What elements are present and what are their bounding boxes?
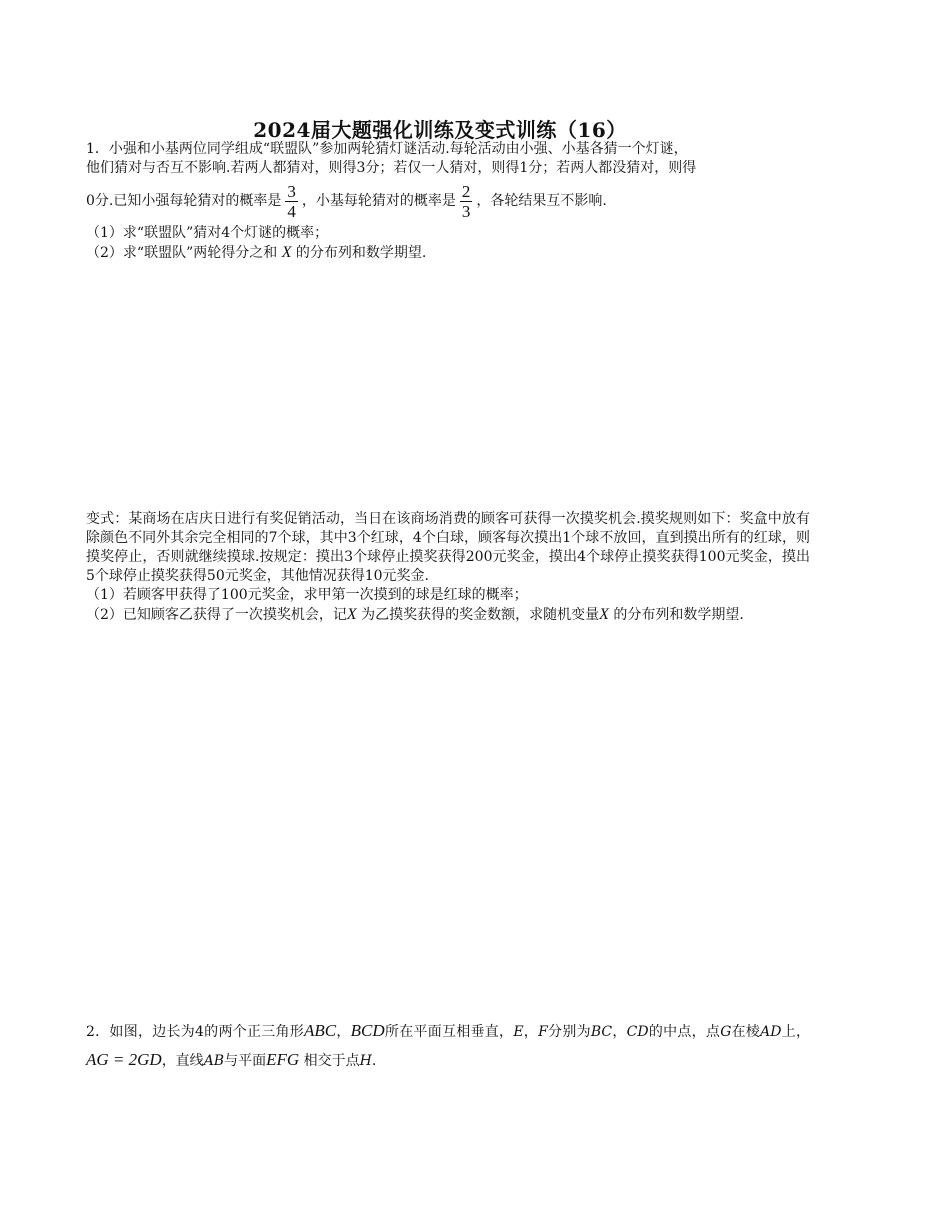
q2-text-7: 的中点，点 bbox=[648, 1024, 721, 1040]
q2-text-8: 在棱 bbox=[731, 1024, 761, 1040]
q1-sub-2 bbox=[86, 243, 810, 263]
q1-line-3-text-c: ，各轮结果互不影响. bbox=[476, 193, 607, 209]
q2-text-4: ， bbox=[523, 1024, 539, 1040]
label-ab: AB bbox=[203, 1053, 225, 1069]
variant-sub-2-text-b: 为乙摸奖获得的奖金数额，求随机变量 bbox=[361, 607, 600, 623]
q2-text-5: 分别为 bbox=[547, 1024, 591, 1040]
label-bc: BC bbox=[590, 1024, 613, 1040]
q1-sub-2-text-a: （2）求“联盟队”两轮得分之和 bbox=[86, 245, 278, 261]
math-var-x: X bbox=[599, 606, 609, 623]
q2-text-13: . bbox=[371, 1053, 377, 1069]
label-f: F bbox=[538, 1024, 548, 1040]
label-ad: AD bbox=[760, 1024, 782, 1040]
fraction-numerator: 2 bbox=[461, 181, 471, 201]
question-1 bbox=[86, 140, 810, 263]
q2-text-9: 上， bbox=[781, 1024, 811, 1040]
q1-line-3-text-b: ，小基每轮猜对的概率是 bbox=[301, 193, 456, 209]
q1-sub-1: （1）求“联盟队”猜对4个灯谜的概率； bbox=[86, 225, 329, 241]
q1-line-2: 他们猜对与否互不影响.若两人都猜对，则得3分；若仅一人猜对，则得1分；若两人都没猜对，则得 bbox=[86, 160, 697, 176]
q1-line-3 bbox=[86, 178, 810, 224]
fraction-denominator: 3 bbox=[461, 201, 471, 221]
variant-sub-2-text-c: 的分布列和数学期望. bbox=[613, 607, 744, 623]
label-h: H bbox=[359, 1053, 372, 1069]
math-var-x: X bbox=[281, 244, 292, 261]
variant-sub-2-text-a: （2）已知顾客乙获得了一次摸奖机会，记 bbox=[86, 607, 347, 623]
q2-text-3: 所在平面互相垂直， bbox=[384, 1024, 514, 1040]
fraction-two-thirds bbox=[460, 182, 473, 221]
q2-text-1: 2．如图，边长为4的两个正三角形 bbox=[86, 1024, 305, 1040]
math-var-x: X bbox=[346, 606, 357, 623]
q1-line-3-text-a: 0分.已知小强每轮猜对的概率是 bbox=[86, 193, 282, 209]
q2-text-6: ， bbox=[612, 1024, 627, 1040]
variant-sub-1: （1）若顾客甲获得了100元奖金，求甲第一次摸到的球是红球的概率； bbox=[86, 587, 528, 603]
variant-question bbox=[86, 510, 810, 625]
math-triangle-abc: ABC bbox=[304, 1021, 337, 1040]
math-triangle-bcd: BCD bbox=[350, 1021, 385, 1040]
fraction-three-quarters bbox=[285, 182, 298, 221]
fraction-denominator: 4 bbox=[287, 201, 296, 221]
q2-text-2: ， bbox=[336, 1024, 351, 1040]
q2-text bbox=[86, 1017, 810, 1075]
q1-line-1: 1．小强和小基两位同学组成“联盟队”参加两轮猜灯谜活动.每轮活动由小强、小基各猜一个灯谜， bbox=[86, 141, 688, 157]
q2-text-11: 与平面 bbox=[224, 1053, 267, 1069]
variant-paragraph: 变式：某商场在店庆日进行有奖促销活动，当日在该商场消费的顾客可获得一次摸奖机会.摸奖规则如下：奖盒中放有除颜色不同外其余完全相同的7个球，其中3个红球，4个白球，顾客每次摸出1个球不放回，直到摸出所有的红球，则摸奖停止，否则就继续摸球.按规定：摸出3个球停止摸奖获得200元奖金，摸出4个球停止摸奖获得100元奖金，摸出5个球停止摸奖获得50元奖金，其他情况获得10元奖金. bbox=[86, 511, 810, 584]
label-e: E bbox=[513, 1024, 524, 1040]
question-2 bbox=[86, 1017, 810, 1075]
q2-text-12: 相交于点 bbox=[303, 1053, 360, 1069]
math-plane-efg: EFG bbox=[266, 1050, 300, 1069]
math-equation-ag: AG = 2GD bbox=[86, 1050, 162, 1069]
page-title: 2024届大题强化训练及变式训练（16） bbox=[253, 118, 627, 142]
fraction-numerator: 3 bbox=[287, 181, 296, 201]
variant-sub-2 bbox=[86, 605, 810, 625]
q2-text-10: ，直线 bbox=[161, 1053, 204, 1069]
label-cd: CD bbox=[626, 1024, 649, 1040]
label-g: G bbox=[720, 1024, 732, 1040]
q1-sub-2-text-b: 的分布列和数学期望. bbox=[295, 245, 427, 261]
